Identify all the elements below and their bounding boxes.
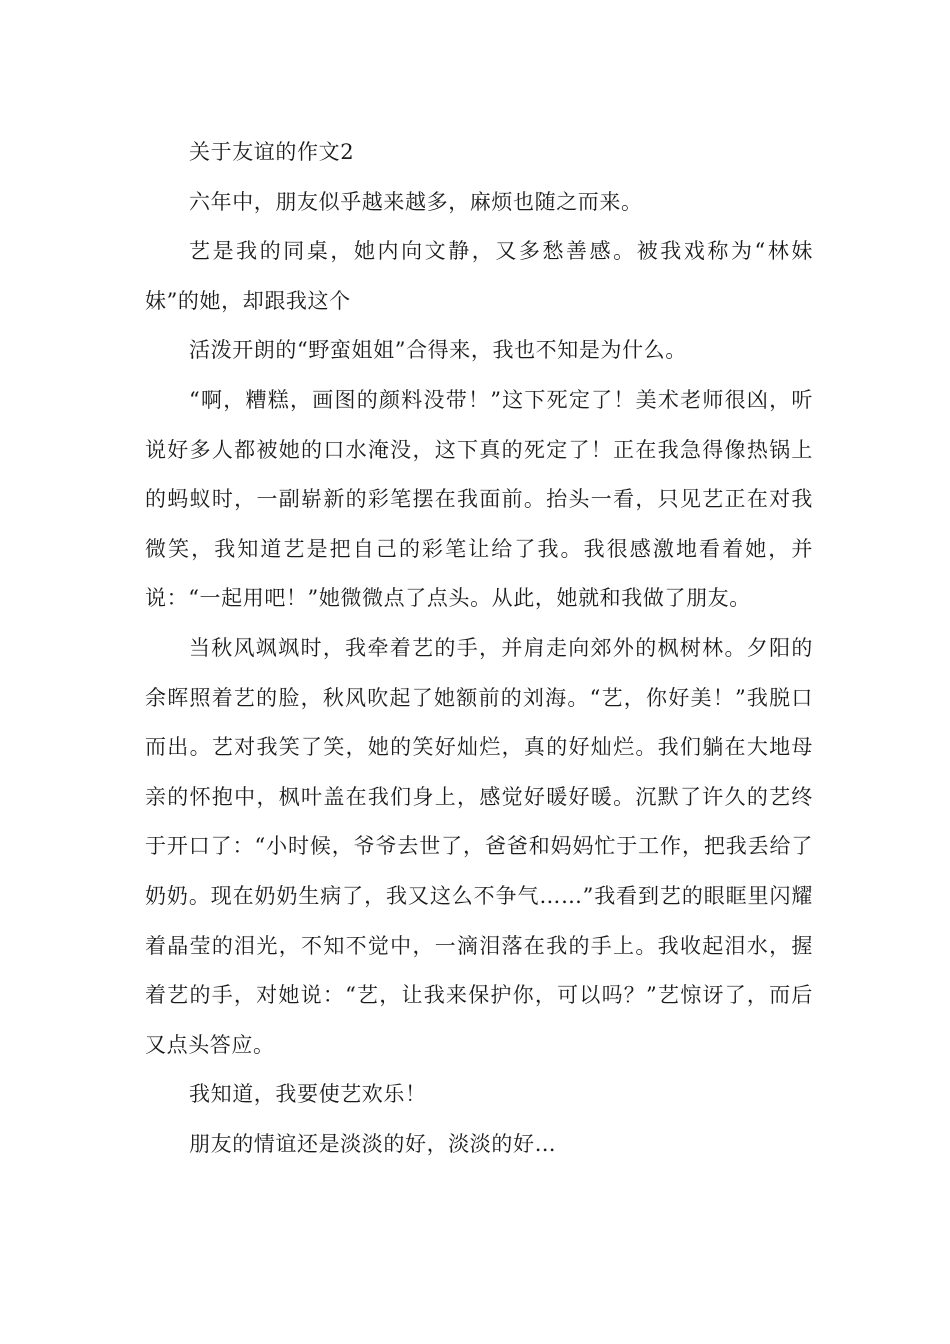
essay-paragraph: 我知道，我要使艺欢乐！	[189, 1082, 427, 1107]
essay-body	[145, 128, 813, 1169]
essay-paragraph: 活泼开朗的“野蛮姐姐”合得来，我也不知是为什么。	[189, 338, 687, 363]
essay-paragraph: “啊，糟糕，画图的颜料没带！”这下死定了！美术老师很凶，听说好多人都被她的口水淹没，这下真的死定了！正在我急得像热锅上的蚂蚁时，一副崭新的彩笔摆在我面前。抬头一看，只见艺正在对我微笑，我知道艺是把自己的彩笔让给了我。我很感激地看着她，并说：“一起用吧！”她微微点了点头。从此，她就和我做了朋友。	[145, 387, 813, 611]
essay-paragraph: 朋友的情谊还是淡淡的好，淡淡的好…	[189, 1131, 557, 1156]
essay-paragraph: 六年中，朋友似乎越来越多，麻烦也随之而来。	[189, 189, 643, 214]
essay-paragraph: 艺是我的同桌，她内向文静，又多愁善感。被我戏称为“林妹妹”的她，却跟我这个	[145, 239, 813, 313]
essay-paragraph: 当秋风飒飒时，我牵着艺的手，并肩走向郊外的枫树林。夕阳的余晖照着艺的脸，秋风吹起了她额前的刘海。“艺，你好美！”我脱口而出。艺对我笑了笑，她的笑好灿烂，真的好灿烂。我们躺在大地母亲的怀抱中，枫叶盖在我们身上，感觉好暖好暖。沉默了许久的艺终于开口了：“小时候，爷爷去世了，爸爸和妈妈忙于工作，把我丢给了奶奶。现在奶奶生病了，我又这么不争气……”我看到艺的眼眶里闪耀着晶莹的泪光，不知不觉中，一滴泪落在我的手上。我收起泪水，握着艺的手，对她说：“艺，让我来保护你，可以吗？”艺惊讶了，而后又点头答应。	[145, 635, 813, 1057]
essay-title: 关于友谊的作文2	[189, 140, 355, 164]
